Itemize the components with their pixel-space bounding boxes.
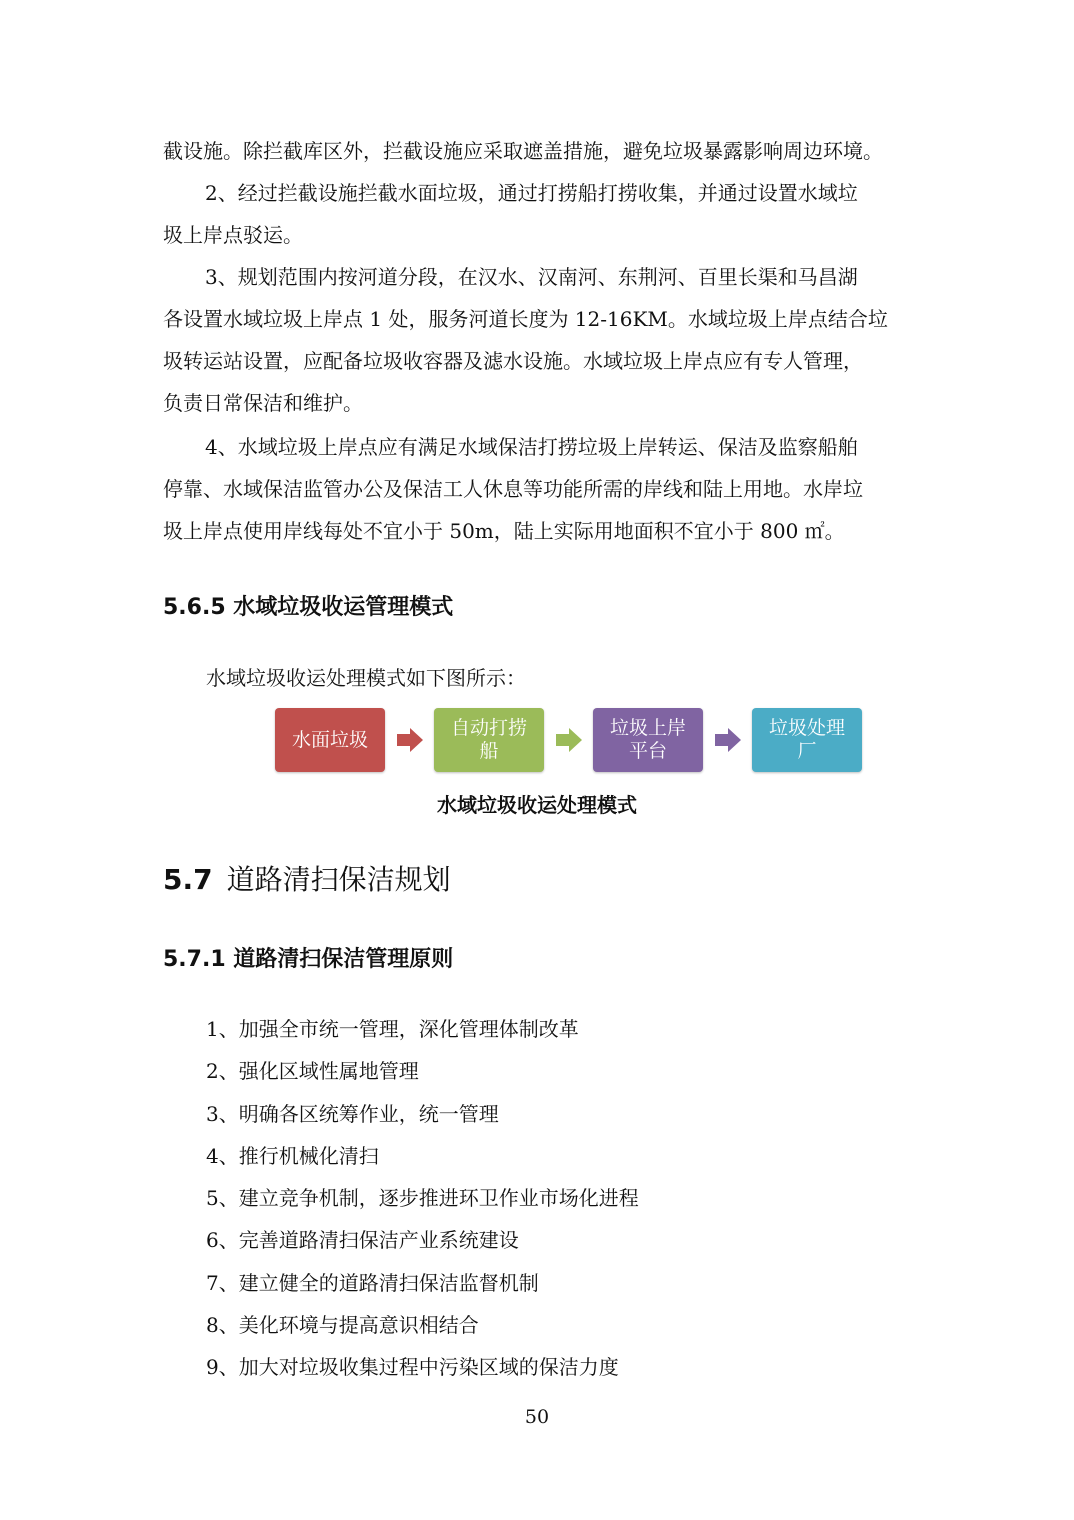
section-number: 5.7 [163,863,213,896]
section-heading-5-7 [163,858,451,898]
list-item: 5、建立竞争机制，逐步推进环卫作业市场化进程 [206,1186,639,1211]
list-item: 6、完善道路清扫保洁产业系统建设 [206,1228,519,1253]
text-line: 3、规划范围内按河道分段，在汉水、汉南河、东荆河、百里长渠和马昌湖 [205,265,858,289]
flow-step-auto-salvage-boat [434,708,544,772]
paragraph-item-3 [163,256,913,424]
list-item: 1、加强全市统一管理，深化管理体制改革 [206,1017,579,1041]
flow-step-landing-platform [593,708,703,772]
flow-step-label: 垃圾上岸 [609,717,686,739]
paragraph-continuation [163,130,913,172]
flow-arrow-icon [397,728,423,752]
text-line: 停靠、水域保洁监管办公及保洁工人休息等功能所需的岸线和陆上用地。水岸垃 [163,477,863,501]
flow-arrow-icon [556,728,582,752]
flow-step-water-surface-garbage [275,708,385,772]
text-line: 截设施。除拦截库区外，拦截设施应采取遮盖措施，避免垃圾暴露影响周边环境。 [163,139,883,163]
flow-step-label: 船 [479,740,499,762]
text-line: 各设置水域垃圾上岸点 1 处，服务河道长度为 12-16KM。水域垃圾上岸点结合垃 [163,307,888,331]
list-item: 4、推行机械化清扫 [206,1143,379,1168]
list-item: 2、强化区域性属地管理 [206,1059,419,1084]
list-item: 8、美化环境与提高意识相结合 [206,1313,479,1338]
text-line: 圾上岸点使用岸线每处不宜小于 50m，陆上实际用地面积不宜小于 800 ㎡。 [163,519,845,543]
figure-caption: 水域垃圾收运处理模式 [437,793,637,817]
flow-step-label: 厂 [797,740,817,762]
paragraph-item-4 [163,426,913,552]
section-title: 道路清扫保洁规划 [226,863,451,896]
flow-step-label: 水面垃圾 [291,728,368,751]
flow-step-label: 垃圾处理 [768,717,845,739]
paragraph-item-2 [163,172,913,256]
list-item: 3、明确各区统筹作业，统一管理 [206,1101,499,1126]
process-flow-diagram [275,708,875,772]
text-line: 圾上岸点驳运。 [163,223,303,247]
text-line: 2、经过拦截设施拦截水面垃圾，通过打捞船打捞收集，并通过设置水域垃 [205,181,858,205]
list-item: 7、建立健全的道路清扫保洁监督机制 [206,1270,539,1295]
flow-arrow-icon [715,728,741,752]
section-heading-5-6-5: 5.6.5 水域垃圾收运管理模式 [163,595,454,620]
flow-intro-text: 水域垃圾收运处理模式如下图所示： [206,666,526,690]
flow-step-label: 自动打捞 [450,717,527,739]
page-number: 50 [524,1406,550,1428]
text-line: 4、水域垃圾上岸点应有满足水域保洁打捞垃圾上岸转运、保洁及监察船舶 [205,435,858,459]
text-line: 负责日常保洁和维护。 [163,391,363,415]
flow-step-treatment-plant [752,708,862,772]
list-item: 9、加大对垃圾收集过程中污染区域的保洁力度 [206,1355,619,1380]
section-heading-5-7-1: 5.7.1 道路清扫保洁管理原则 [163,947,454,972]
flow-step-label: 平台 [628,740,667,762]
text-line: 圾转运站设置，应配备垃圾收容器及滤水设施。水域垃圾上岸点应有专人管理， [163,349,863,373]
principles-list [206,1008,639,1389]
